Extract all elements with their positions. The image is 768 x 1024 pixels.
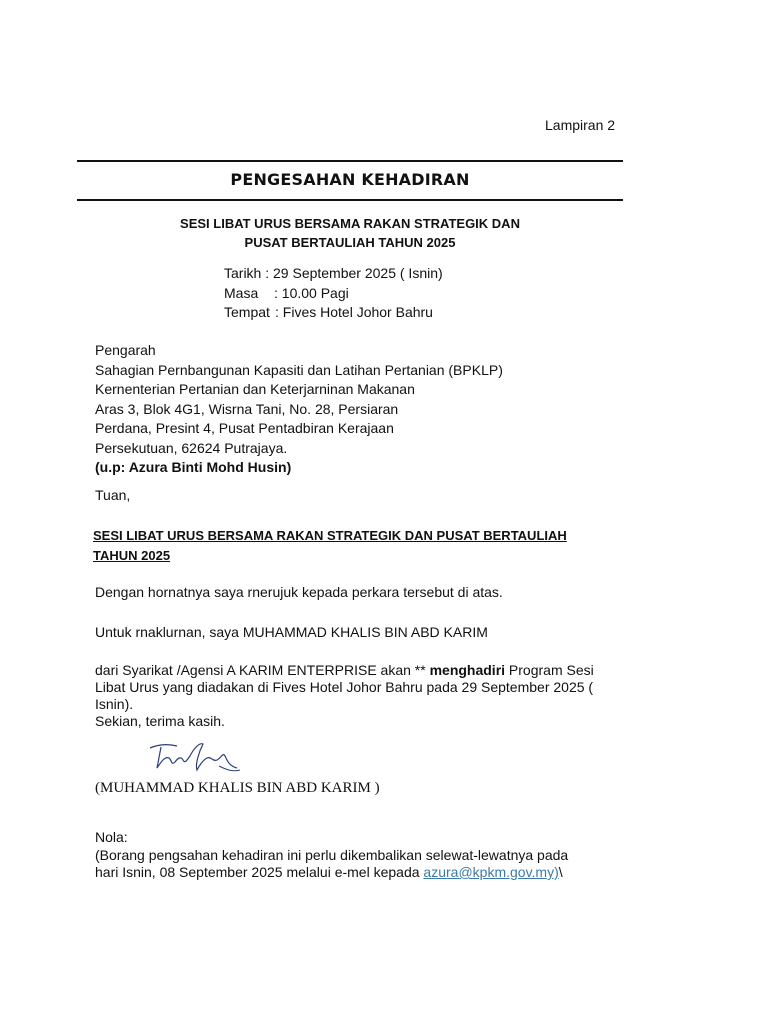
address-line: Sahagian Pernbangunan Kapasiti dan Latihan Pertanian (BPKLP) xyxy=(95,361,503,378)
time-value: : 10.00 Pagi xyxy=(274,285,349,301)
body-paragraph-3 xyxy=(95,662,594,730)
recipient-address xyxy=(95,341,503,478)
subject-line-2: TAHUN 2025 xyxy=(93,548,171,563)
closing-line: Sekian, terima kasih. xyxy=(95,713,225,729)
address-line: Persekutuan, 62624 Putrajaya. xyxy=(95,439,288,456)
note-line-1: (Borang pengsahan kehadiran ini perlu dikembalikan selewat-lewatnya pada xyxy=(95,846,569,863)
event-time xyxy=(224,285,349,301)
address-line: Kernenterian Pertanian dan Keterjarninan Makanan xyxy=(95,381,415,397)
p3-line-2: Libat Urus yang diadakan di Fives Hotel Johor Bahru pada 29 September 2025 ( xyxy=(95,679,594,695)
attention-line: (u.p: Azura Binti Mohd Husin) xyxy=(95,459,292,475)
subtitle-line-1: SESI LIBAT URUS BERSAMA RAKAN STRATEGIK DAN xyxy=(180,216,520,231)
address-line: Aras 3, Blok 4G1, Wisrna Tani, No. 28, Persiaran xyxy=(95,400,399,417)
bottom-rule xyxy=(77,199,623,201)
handwritten-signature xyxy=(147,738,242,786)
venue-value: : Fives Hotel Johor Bahru xyxy=(275,304,433,320)
note-line-2: hari Isnin, 08 September 2025 melalui e-mel kepada xyxy=(95,864,424,880)
signatory-name: (MUHAMMAD KHALIS BIN ABD KARIM ) xyxy=(95,780,380,796)
subject-line-1: SESI LIBAT URUS BERSAMA RAKAN STRATEGIK DAN PUSAT BERTAULIAH xyxy=(93,528,567,543)
note-label: Nola: xyxy=(95,829,128,845)
p3-text-before: dari Syarikat /Agensi A KARIM ENTERPRISE akan ** xyxy=(95,662,430,678)
subtitle-line-2: PUSAT BERTAULIAH TAHUN 2025 xyxy=(244,235,456,250)
email-link[interactable]: azura@kpkm.gov.my) xyxy=(423,864,559,880)
p3-text-after: Program Sesi xyxy=(505,662,594,678)
document-title: PENGESAHAN KEHADIRAN xyxy=(230,170,470,189)
venue-label: Tempat xyxy=(224,304,270,320)
note-section xyxy=(95,829,595,882)
address-line: Perdana, Presint 4, Pusat Pentadbiran Kerajaan xyxy=(95,420,394,436)
top-rule xyxy=(77,160,623,162)
p3-bold-attend: menghadiri xyxy=(429,662,506,678)
event-date: Tarikh : 29 September 2025 ( Isnin) xyxy=(224,265,443,281)
time-label: Masa xyxy=(224,285,259,301)
p3-line-3: Isnin). xyxy=(95,696,134,712)
event-venue xyxy=(224,304,433,320)
letter-subject xyxy=(93,526,633,566)
address-line: Pengarah xyxy=(95,342,156,358)
attachment-label: Lampiran 2 xyxy=(545,117,616,133)
salutation: Tuan, xyxy=(95,487,131,503)
event-subtitle xyxy=(77,214,623,252)
body-paragraph-2: Untuk rnaklurnan, saya MUHAMMAD KHALIS BIN ABD KARIM xyxy=(95,624,488,640)
body-paragraph-1: Dengan hornatnya saya rnerujuk kepada perkara tersebut di atas. xyxy=(95,584,503,600)
note-line-2-end: \ xyxy=(558,864,563,880)
